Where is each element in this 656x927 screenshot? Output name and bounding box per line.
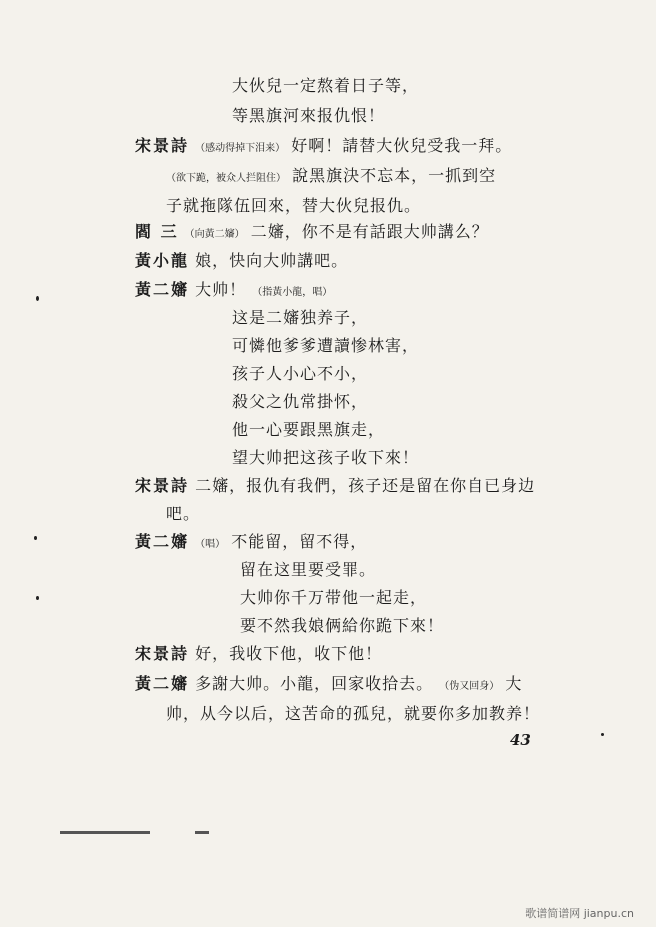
song-line — [240, 616, 444, 636]
scan-smudge — [60, 831, 150, 834]
speaker-name: 宋景詩 — [135, 644, 190, 663]
speaker-name: 黃二嬸 — [135, 674, 190, 693]
line-text: 好，我收下他，收下他！ — [195, 644, 383, 663]
line-text: 帅，从今以后，这苦命的孤兒，就要你多加教养！ — [166, 704, 541, 723]
line-text: 孩子人小心不小， — [232, 364, 369, 383]
line-text: 可憐他爹爹遭讀惨林害， — [232, 336, 420, 355]
dialogue-line — [166, 166, 496, 189]
line-text: 他一心要跟黑旗走， — [232, 420, 386, 439]
speaker-name: 黃二嬸 — [135, 532, 190, 551]
verse-line — [232, 76, 419, 96]
scan-smudge — [195, 831, 209, 834]
watermark: 歌谱简谱网 jianpu.cn — [525, 907, 634, 920]
dialogue-line — [135, 644, 382, 664]
song-line — [240, 560, 376, 580]
scan-speck — [36, 296, 39, 301]
scan-speck — [601, 733, 604, 736]
line-text: 吧。 — [166, 504, 201, 523]
line-text: 二嬸，报仇有我們，孩子还是留在你自已身边 — [195, 476, 536, 495]
line-text: 不能留，留不得， — [231, 532, 368, 551]
dialogue-line — [135, 476, 535, 496]
speaker-name: 黃二嬸 — [135, 280, 190, 299]
dialogue-line — [135, 251, 348, 271]
stage-direction: （指黃小龍，唱） — [252, 287, 333, 298]
scan-speck — [36, 596, 39, 600]
stage-direction: （伪又回身） — [439, 681, 500, 692]
stage-direction: （欲下跪，被众人拦阻住） — [166, 173, 286, 184]
song-line — [232, 420, 385, 440]
dialogue-line — [166, 504, 200, 524]
dialogue-line — [166, 704, 540, 724]
dialogue-line — [135, 222, 489, 245]
line-text: 大 — [505, 674, 523, 693]
line-text: 留在这里要受罪。 — [240, 560, 377, 579]
line-text: 二嬸，你不是有話跟大帅講么？ — [250, 222, 489, 241]
speaker-name: 宋景詩 — [135, 476, 190, 495]
song-line — [240, 588, 427, 608]
stage-direction: （唱） — [195, 539, 226, 550]
scan-speck — [34, 536, 37, 540]
stage-direction: （感动得掉下泪来） — [195, 143, 286, 154]
line-text: 要不然我娘俩給你跪下來！ — [240, 616, 445, 635]
line-text: 这是二嬸独养子， — [232, 308, 369, 327]
song-line — [232, 392, 368, 412]
line-text: 說黑旗決不忘本，一抓到空 — [292, 166, 497, 185]
dialogue-line — [135, 674, 522, 697]
page-number: 43 — [510, 731, 531, 749]
speaker-name: 閻 三 — [135, 222, 179, 241]
line-text: 等黑旗河來报仇恨！ — [232, 106, 386, 125]
verse-line — [232, 106, 385, 126]
song-line — [232, 364, 368, 384]
dialogue-line — [135, 532, 367, 555]
line-prefix: 多謝大帅。小龍，回家收拾去。 — [195, 674, 434, 693]
line-text: 殺父之仇常掛怀， — [232, 392, 369, 411]
line-text: 望大帅把这孩子收下來！ — [232, 448, 420, 467]
speaker-name: 黃小龍 — [135, 251, 190, 270]
line-text: 大帅你千万带他一起走， — [240, 588, 428, 607]
line-text: 子就拖隊伍回來，替大伙兒报仇。 — [166, 196, 422, 215]
speaker-name: 宋景詩 — [135, 136, 190, 155]
song-line — [232, 336, 419, 356]
song-line — [232, 448, 419, 468]
line-text: 好啊！請替大伙兒受我一拜。 — [291, 136, 513, 155]
line-text: 大伙兒一定熬着日子等， — [232, 76, 420, 95]
dialogue-line — [135, 136, 512, 159]
line-prefix: 大帅！ — [195, 280, 247, 299]
stage-direction: （向黃二嬸） — [184, 229, 245, 240]
song-line — [232, 308, 368, 328]
dialogue-line — [166, 196, 421, 216]
line-text: 娘，快向大帅講吧。 — [195, 251, 349, 270]
dialogue-line — [135, 280, 332, 303]
